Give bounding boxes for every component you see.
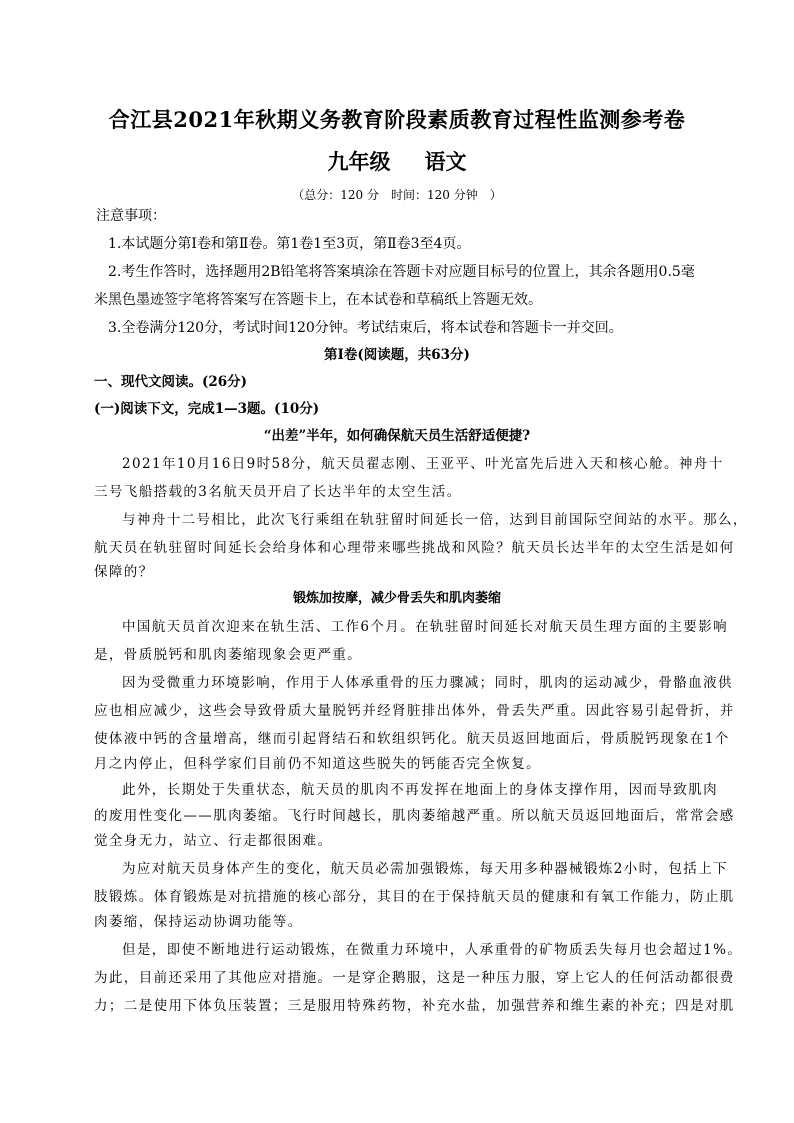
- grade-label: 九年级: [327, 149, 391, 174]
- paragraph-line: 是，骨质脱钙和肌肉萎缩现象会更严重。: [94, 647, 363, 663]
- notes-heading: 注意事项：: [96, 208, 166, 224]
- note-item: 3.全卷满分120分，考试时间120分钟。考试结束后，将本试卷和答题卡一并交回。: [108, 320, 623, 336]
- paragraph-line: 月之内停止，但科学家们目前仍不知道这些脱失的钙能否完全恢复。: [94, 756, 541, 772]
- question-group-heading: (一)阅读下文，完成1—3题。(10分): [94, 401, 320, 417]
- exam-subtitle: [0, 146, 794, 176]
- paragraph-line: 的废用性变化——肌肉萎缩。飞行时间越长，肌肉萎缩越严重。所以航天员返回地面后，常常会感: [94, 808, 735, 824]
- paragraph-line: 肢锻炼。体育锻炼是对抗措施的核心部分，其目的在于保持航天员的健康和有氧工作能力，防止肌: [94, 889, 735, 905]
- paragraph-line: 保障的？: [94, 564, 154, 580]
- part-heading: 一、现代文阅读。(26分): [94, 374, 248, 390]
- paragraph-line: 三号飞船搭载的3名航天员开启了长达半年的太空生活。: [94, 484, 462, 500]
- subject-label: 语文: [424, 149, 467, 174]
- paragraph-line: 此外，长期处于失重状态，航天员的肌肉不再发挥在地面上的身体支撑作用，因而导致肌肉: [122, 782, 718, 798]
- article-subtitle: 锻炼加按摩，减少骨丢失和肌肉萎缩: [292, 591, 501, 606]
- paragraph-line: 为应对航天员身体产生的变化，航天员必需加强锻炼，每天用多种器械锻炼2小时，包括上下: [122, 861, 728, 877]
- paragraph-line: 航天员在轨驻留时间延长会给身体和心理带来哪些挑战和风险？航天员长达半年的太空生活是如何: [94, 540, 735, 556]
- paragraph-line: 与神舟十二号相比，此次飞行乘组在轨驻留时间延长一倍，达到目前国际空间站的水平。那么，: [122, 512, 748, 528]
- exam-title: 合江县2021年秋期义务教育阶段素质教育过程性监测参考卷: [108, 107, 686, 132]
- paragraph-line: 肉萎缩，保持运动协调功能等。: [94, 914, 303, 930]
- paragraph-line: 为此，目前还采用了其他应对措施。一是穿企鹅服，这是一种压力服，穿上它人的任何活动都很费: [94, 970, 735, 986]
- article-title: “出差”半年，如何确保航天员生活舒适便捷?: [263, 428, 531, 444]
- paragraph-line: 觉全身无力，站立、行走都很困难。: [94, 833, 333, 849]
- paragraph-line: 中国航天员首次迎来在轨生活、工作6个月。在轨驻留时间延长对航天员生理方面的主要影响: [122, 619, 728, 635]
- paragraph-line: 因为受微重力环境影响，作用于人体承重骨的压力骤减；同时，肌肉的运动减少，骨骼血液供: [122, 675, 733, 691]
- note-item: 1.本试题分第Ⅰ卷和第Ⅱ卷。第1卷1至3页，第Ⅱ卷3至4页。: [108, 236, 471, 252]
- note-item: 米黑色墨迹签字笔将答案写在答题卡上，在本试卷和草稿纸上答题无效。: [94, 292, 542, 308]
- exam-meta: （总分：120 分 时间：120 分钟 ）: [292, 188, 502, 202]
- paragraph-line: 力；二是使用下体负压装置；三是服用特殊药物，补充水盐，加强营养和维生素的补充；四是对肌: [94, 998, 735, 1014]
- paragraph-line: 2021年10月16日9时58分，航天员翟志刚、王亚平、叶光富先后进入天和核心舱。神舟十: [122, 456, 724, 472]
- paragraph-line: 使体液中钙的含量增高，继而引起肾结石和软组织钙化。航天员返回地面后，骨质脱钙现象在1个: [94, 731, 730, 747]
- section-title: 第Ⅰ卷(阅读题，共63分): [324, 347, 470, 363]
- paragraph-line: 应也相应减少，这些会导致骨质大量脱钙并经肾脏排出体外，骨丢失严重。因此容易引起骨折，并: [94, 703, 735, 719]
- paragraph-line: 但是，即使不断地进行运动锻炼，在微重力环境中，人承重骨的矿物质丢失每月也会超过1%。: [122, 942, 743, 958]
- note-item: 2.考生作答时，选择题用2B铅笔将答案填涂在答题卡对应题目标号的位置上，其余各题用0.5毫: [108, 264, 695, 280]
